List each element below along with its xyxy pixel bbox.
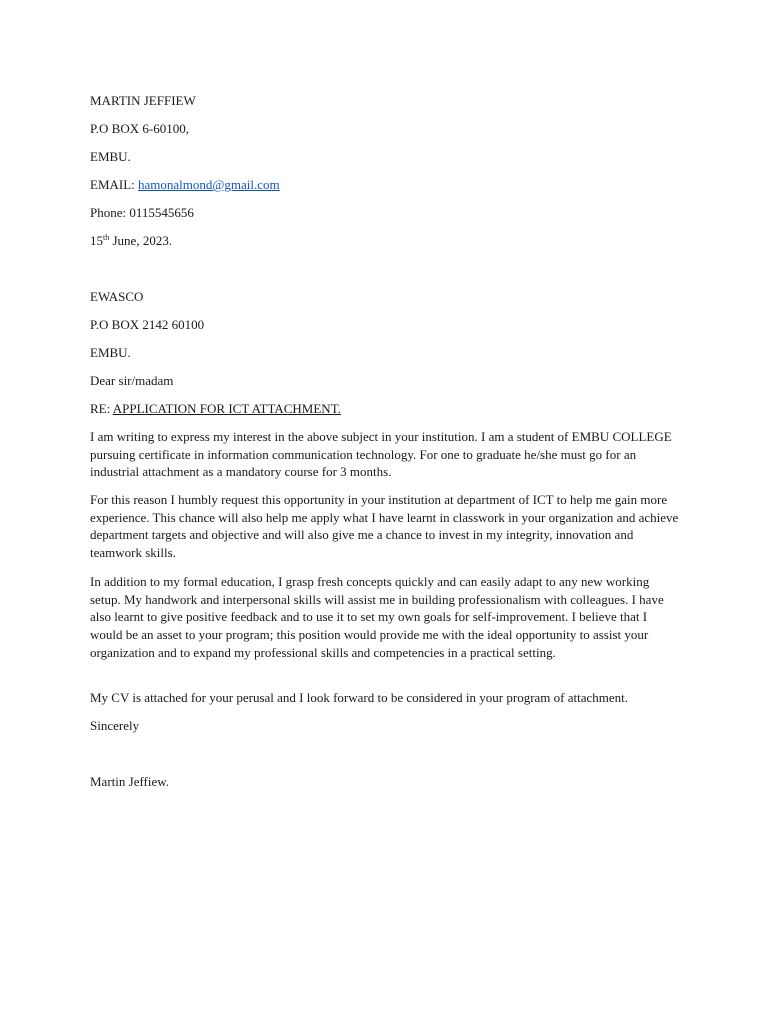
recipient-po-box: P.O BOX 2142 60100 — [90, 317, 205, 332]
subject-line — [90, 401, 341, 417]
salutation: Dear sir/madam — [90, 373, 174, 388]
subject-prefix: RE: — [90, 401, 113, 416]
sender-town: EMBU. — [90, 149, 131, 164]
date-suffix: th — [103, 233, 110, 242]
recipient-name: EWASCO — [90, 289, 144, 304]
letter-date — [90, 233, 172, 249]
sender-po-box: P.O BOX 6-60100, — [90, 121, 189, 136]
sender-phone: Phone: 0115545656 — [90, 205, 194, 220]
body-paragraph-3: In addition to my formal education, I grasp fresh concepts quickly and can easily adapt to any new working setup. My handwork and interpersonal skills will assist me in building professionalism with colleagues. I have also learnt to give positive feedback and to use it to set my own goals for self-improvement. I believe that I would be an asset to your program; this position would provide me with the ideal opportunity to assist your organization and to expand my professional skills and competencies in a practical setting. — [90, 574, 664, 660]
body-paragraph-4: My CV is attached for your perusal and I look forward to be considered in your program of attachment. — [90, 690, 629, 705]
sender-name: MARTIN JEFFIEW — [90, 93, 196, 108]
sender-email-line — [90, 177, 280, 193]
email-link[interactable]: hamonalmond@gmail.com — [138, 177, 280, 192]
date-day: 15 — [90, 233, 103, 248]
date-rest: June, 2023. — [109, 233, 173, 248]
closing: Sincerely — [90, 718, 140, 733]
subject-title: APPLICATION FOR ICT ATTACHMENT. — [112, 401, 341, 416]
signature-name: Martin Jeffiew. — [90, 774, 170, 789]
recipient-town: EMBU. — [90, 345, 131, 360]
body-paragraph-1: I am writing to express my interest in the above subject in your institution. I am a student of EMBU COLLEGE pursuing certificate in information communication technology. For one to graduate he/she must go for an industrial attachment as a mandatory course for 3 months. — [90, 429, 672, 480]
email-label: EMAIL: — [90, 177, 139, 192]
body-paragraph-2: For this reason I humbly request this opportunity in your institution at department of ICT to help me gain more experience. This chance will also help me apply what I have learnt in classwork in your organization and achieve department targets and objective and will also give me a chance to invest in my integrity, innovation and teamwork skills. — [90, 492, 679, 561]
